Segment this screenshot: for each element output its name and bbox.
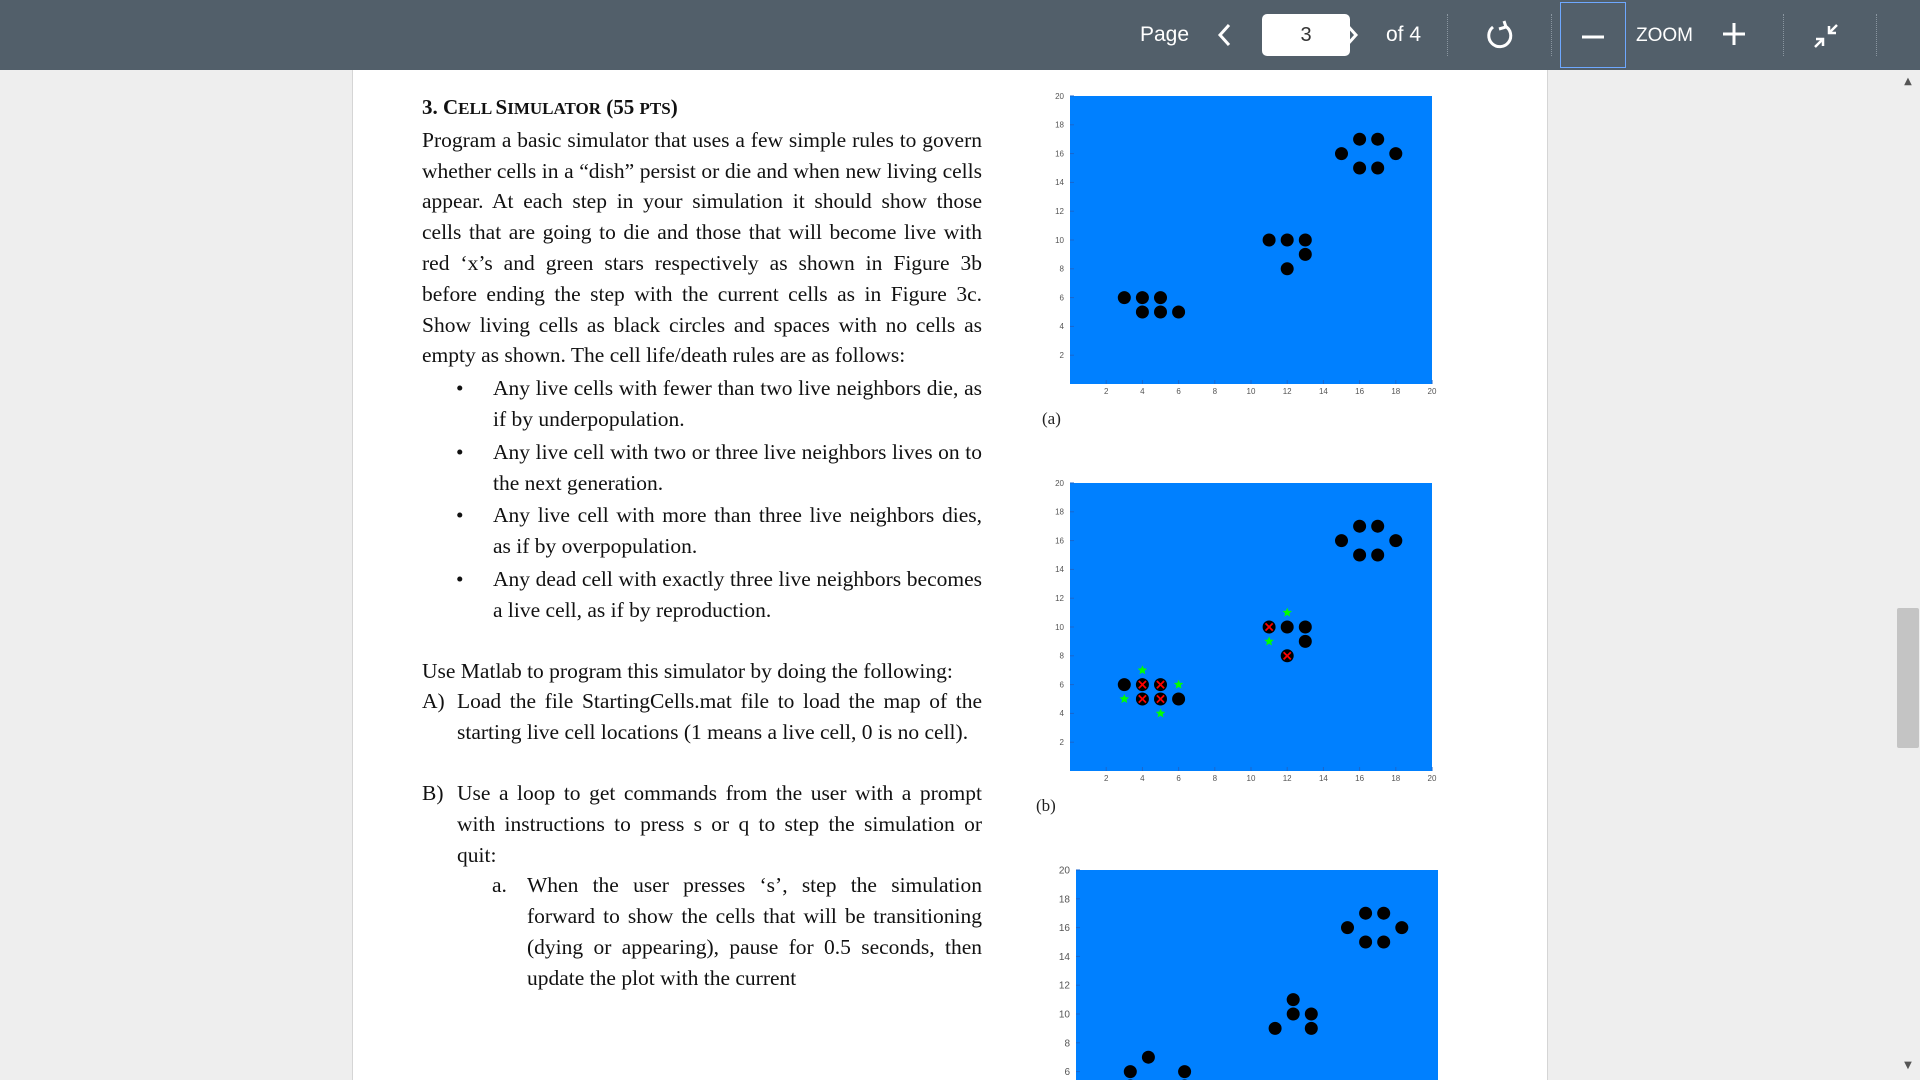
live-cell-marker bbox=[1371, 520, 1384, 533]
live-cell-marker bbox=[1305, 1008, 1318, 1021]
y-tick-label: 16 bbox=[1055, 536, 1064, 546]
live-cell-marker bbox=[1353, 520, 1366, 533]
matlab-intro: Use Matlab to program this simulator by doing the following: bbox=[422, 658, 953, 683]
live-cell-marker bbox=[1154, 291, 1167, 304]
y-tick-label: 4 bbox=[1059, 322, 1064, 332]
live-cell-marker bbox=[1287, 993, 1300, 1006]
live-cell-marker bbox=[1154, 306, 1167, 319]
page-label: Page bbox=[1140, 23, 1190, 46]
step-a bbox=[422, 686, 982, 748]
y-tick-label: 12 bbox=[1055, 594, 1064, 603]
zoom-in-button[interactable] bbox=[1716, 16, 1752, 52]
live-cell-marker bbox=[1299, 635, 1312, 648]
plus-icon bbox=[1720, 20, 1748, 48]
x-tick-label: 2 bbox=[1103, 387, 1109, 396]
toolbar-divider bbox=[1447, 14, 1448, 56]
bullet-icon: • bbox=[456, 376, 464, 401]
live-cell-marker bbox=[1263, 234, 1276, 247]
x-tick-label: 10 bbox=[1246, 387, 1256, 396]
figure-caption: (b) bbox=[1036, 796, 1056, 815]
y-tick-label: 18 bbox=[1055, 120, 1064, 130]
bullet-icon: • bbox=[456, 439, 464, 464]
step-a-text: Load the file StartingCells.mat file to load the map of the starting live cell locations (1 means a live cell, 0 is no cell). bbox=[457, 689, 982, 745]
step-a-label: A) bbox=[422, 689, 445, 714]
y-tick-label: 14 bbox=[1058, 951, 1070, 963]
rule-bullet bbox=[422, 564, 982, 626]
y-tick-label: 6 bbox=[1059, 680, 1064, 690]
chevron-left-icon bbox=[1217, 22, 1233, 48]
x-tick-label: 2 bbox=[1103, 774, 1109, 783]
y-tick-label: 12 bbox=[1058, 980, 1070, 992]
y-tick-label: 8 bbox=[1059, 264, 1064, 274]
live-cell-marker bbox=[1395, 921, 1408, 934]
live-cell-marker bbox=[1371, 549, 1384, 562]
rule-bullet bbox=[422, 437, 982, 499]
live-cell-marker bbox=[1118, 678, 1131, 691]
x-tick-label: 10 bbox=[1246, 774, 1256, 783]
rule-text: Any live cell with two or three live neighbors lives on to the next generation. bbox=[493, 439, 982, 495]
live-cell-marker bbox=[1118, 291, 1131, 304]
x-tick-label: 8 bbox=[1212, 774, 1218, 783]
y-tick-label: 12 bbox=[1055, 207, 1064, 216]
live-cell-marker bbox=[1335, 534, 1348, 547]
x-tick-label: 18 bbox=[1391, 774, 1401, 783]
rule-text: Any live cell with more than three live neighbors dies, as if by overpopulation. bbox=[493, 503, 982, 559]
live-cell-marker bbox=[1136, 306, 1149, 319]
live-cell-marker bbox=[1305, 1022, 1318, 1035]
y-tick-label: 18 bbox=[1055, 507, 1064, 517]
live-cell-marker bbox=[1371, 162, 1384, 175]
y-tick-label: 2 bbox=[1059, 738, 1064, 747]
viewer-toolbar bbox=[0, 0, 1920, 70]
x-tick-label: 14 bbox=[1318, 387, 1328, 396]
rule-text: Any dead cell with exactly three live neighbors becomes a live cell, as if by reproduction. bbox=[493, 566, 982, 622]
page-number-input[interactable]: 3 bbox=[1262, 14, 1350, 56]
step-b-text: Use a loop to get commands from the user with a prompt with instructions to press s or q to step the simulation or quit: bbox=[457, 780, 982, 867]
live-cell-marker bbox=[1299, 621, 1312, 634]
y-tick-label: 4 bbox=[1059, 709, 1064, 719]
live-cell-marker bbox=[1136, 291, 1149, 304]
live-cell-marker bbox=[1172, 306, 1185, 319]
collapse-icon bbox=[1811, 21, 1841, 51]
bullet-icon: • bbox=[456, 566, 464, 591]
live-cell-marker bbox=[1389, 534, 1402, 547]
toolbar-divider bbox=[1876, 14, 1877, 56]
x-tick-label: 18 bbox=[1391, 387, 1401, 396]
vertical-scrollbar[interactable] bbox=[1896, 70, 1920, 1080]
live-cell-marker bbox=[1341, 921, 1354, 934]
prev-page-button[interactable] bbox=[1210, 17, 1240, 53]
rule-bullet bbox=[422, 500, 982, 562]
sub-step-a-text: When the user presses ‘s’, step the simulation forward to show the cells that will be transitioning (dying or appearing), pause for 0.5 seconds, then update the plot with the current bbox=[527, 873, 982, 990]
next-page-button[interactable] bbox=[1336, 17, 1366, 53]
live-cell-marker bbox=[1353, 549, 1366, 562]
y-tick-label: 8 bbox=[1064, 1038, 1070, 1050]
x-tick-label: 16 bbox=[1355, 387, 1365, 396]
live-cell-marker bbox=[1172, 693, 1185, 706]
y-tick-label: 10 bbox=[1055, 235, 1064, 245]
y-tick-label: 16 bbox=[1055, 149, 1064, 159]
live-cell-marker bbox=[1299, 248, 1312, 261]
scroll-up-icon[interactable]: ▲ bbox=[1904, 76, 1912, 87]
live-cell-marker bbox=[1359, 936, 1372, 949]
figure-3c-plot bbox=[1038, 858, 1458, 1080]
y-tick-label: 8 bbox=[1059, 651, 1064, 661]
x-tick-label: 4 bbox=[1140, 774, 1145, 783]
y-tick-label: 20 bbox=[1055, 91, 1064, 101]
y-tick-label: 14 bbox=[1055, 565, 1064, 575]
live-cell-marker bbox=[1389, 147, 1402, 160]
y-tick-label: 10 bbox=[1055, 622, 1064, 632]
x-tick-label: 20 bbox=[1427, 774, 1437, 783]
x-tick-label: 4 bbox=[1140, 387, 1145, 396]
y-tick-label: 10 bbox=[1058, 1009, 1070, 1021]
y-tick-label: 14 bbox=[1055, 178, 1064, 188]
live-cell-marker bbox=[1335, 147, 1348, 160]
toolbar-divider bbox=[1551, 14, 1552, 56]
live-cell-marker bbox=[1299, 234, 1312, 247]
y-tick-label: 2 bbox=[1059, 351, 1064, 360]
y-tick-label: 20 bbox=[1055, 478, 1064, 488]
live-cell-marker bbox=[1359, 907, 1372, 920]
live-cell-marker bbox=[1269, 1022, 1282, 1035]
live-cell-marker bbox=[1287, 1008, 1300, 1021]
x-tick-label: 12 bbox=[1282, 387, 1292, 396]
chevron-right-icon bbox=[1343, 22, 1359, 48]
problem-text bbox=[422, 92, 982, 994]
y-tick-label: 6 bbox=[1064, 1067, 1070, 1079]
sub-step-a bbox=[422, 870, 982, 993]
live-cell-marker bbox=[1371, 133, 1384, 146]
rotate-icon bbox=[1485, 20, 1515, 50]
total-pages-label: of 4 bbox=[1386, 23, 1422, 46]
y-tick-label: 18 bbox=[1058, 894, 1070, 906]
sub-step-a-label: a. bbox=[492, 873, 507, 898]
plot-area bbox=[1076, 870, 1438, 1080]
live-cell-marker bbox=[1377, 907, 1390, 920]
figure-3b-plot bbox=[1038, 473, 1448, 785]
live-cell-marker bbox=[1178, 1065, 1191, 1078]
live-cell-marker bbox=[1142, 1051, 1155, 1064]
live-cell-marker bbox=[1281, 234, 1294, 247]
scroll-down-icon[interactable]: ▼ bbox=[1904, 1060, 1912, 1071]
x-tick-label: 16 bbox=[1355, 774, 1365, 783]
step-b-label: B) bbox=[422, 780, 444, 805]
live-cell-marker bbox=[1377, 936, 1390, 949]
x-tick-label: 12 bbox=[1282, 774, 1292, 783]
bullet-icon: • bbox=[456, 503, 464, 528]
y-tick-label: 16 bbox=[1058, 923, 1070, 935]
rule-bullet bbox=[422, 373, 982, 435]
scrollbar-thumb[interactable] bbox=[1897, 608, 1919, 748]
exit-fullscreen-button[interactable] bbox=[1808, 18, 1844, 54]
rotate-button[interactable] bbox=[1480, 15, 1520, 55]
live-cell-marker bbox=[1281, 262, 1294, 275]
intro-paragraph: Program a basic simulator that uses a few simple rules to govern whether cells in a “dish” persist or die and when new living cells appear. At each step in your simulation it should show those cells that are going to die and those that will become live with red ‘x’s and green stars respectively as shown in Figure 3b before ending the step with the current cells as in Figure 3c. Show living cells as black circles and spaces with no cells as empty as shown. The cell life/death rules are as follows: bbox=[422, 127, 982, 368]
minus-icon bbox=[1561, 3, 1625, 67]
toolbar-divider bbox=[1783, 14, 1784, 56]
x-tick-label: 6 bbox=[1176, 774, 1181, 783]
x-tick-label: 8 bbox=[1212, 387, 1218, 396]
live-cell-marker bbox=[1281, 621, 1294, 634]
zoom-out-button[interactable] bbox=[1560, 2, 1626, 68]
live-cell-marker bbox=[1353, 162, 1366, 175]
x-tick-label: 6 bbox=[1176, 387, 1181, 396]
step-b bbox=[422, 778, 982, 870]
section-title: 3. CELL SIMULATOR (55 PTS) bbox=[422, 95, 678, 119]
live-cell-marker bbox=[1353, 133, 1366, 146]
figure-3a-plot bbox=[1038, 86, 1448, 398]
zoom-label: ZOOM bbox=[1636, 25, 1693, 46]
x-tick-label: 20 bbox=[1427, 387, 1437, 396]
figure-caption: (a) bbox=[1042, 409, 1061, 428]
y-tick-label: 6 bbox=[1059, 293, 1064, 303]
y-tick-label: 20 bbox=[1058, 865, 1070, 877]
rule-text: Any live cells with fewer than two live neighbors die, as if by underpopulation. bbox=[493, 376, 982, 431]
x-tick-label: 14 bbox=[1318, 774, 1328, 783]
live-cell-marker bbox=[1124, 1065, 1137, 1078]
